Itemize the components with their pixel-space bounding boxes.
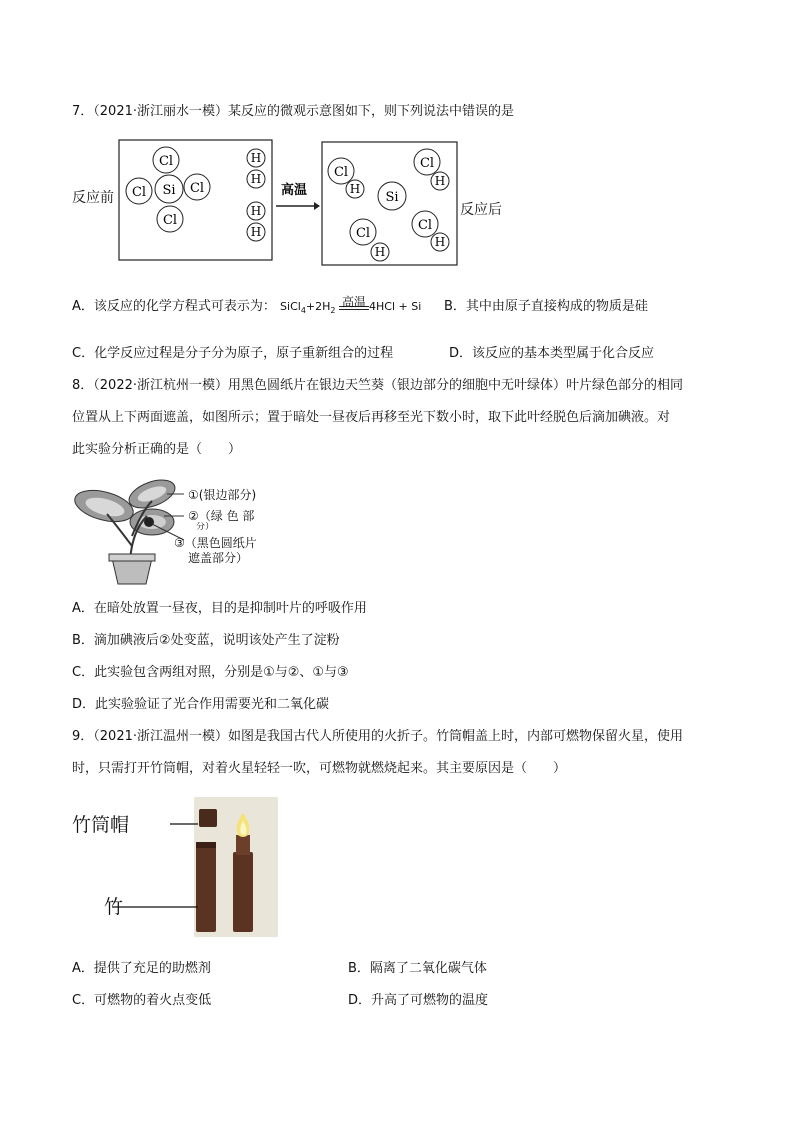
- q8-option-c: C．此实验包含两组对照，分别是①与②、①与③: [72, 665, 349, 680]
- q7-h2-molecules: [247, 149, 265, 241]
- q9-right-tube: [233, 852, 253, 932]
- q7-sicl4-molecule: [126, 147, 210, 232]
- q9-stem-line-1: 9．（2021·浙江温州一模）如图是我国古代人所使用的火折子。竹筒帽盖上时，内部可燃物保留火星，使用: [72, 729, 683, 744]
- q7-option-b: B．其中由原子直接构成的物质是硅: [444, 299, 648, 314]
- q7-arrow-label: 高温: [280, 183, 308, 198]
- q9-label-cap: 竹筒帽: [72, 814, 130, 836]
- q7-atom-cl: Cl: [417, 218, 433, 233]
- q7-label-before: 反应前: [72, 190, 114, 206]
- q8-option-d: D．此实验验证了光合作用需要光和二氧化碳: [72, 697, 330, 712]
- q7-atom-si: Si: [162, 183, 176, 198]
- q7-atom-cl: Cl: [131, 185, 147, 200]
- q7-atom-h: H: [250, 225, 262, 239]
- q8-pot-rim: [109, 554, 155, 561]
- q7-eq-right: 4HCl + Si: [369, 300, 422, 313]
- q7-option-d: D．该反应的基本类型属于化合反应: [449, 346, 655, 361]
- q8-label-1: ①(银边部分): [188, 488, 257, 502]
- q7-atom-si: Si: [385, 190, 399, 205]
- q9-option-d: D．升高了可燃物的温度: [348, 993, 489, 1008]
- q9-left-tube-top: [196, 842, 216, 848]
- q7-atom-cl: Cl: [158, 154, 174, 169]
- q8-stem-line-2: 位置从上下两面遮盖，如图所示；置于暗处一昼夜后再移至光下数小时，取下此叶经脱色后滴加碘液。对: [72, 410, 671, 425]
- q7-option-a-prefix: A．该反应的化学方程式可表示为：: [72, 299, 276, 314]
- q7-equation: [280, 295, 422, 316]
- q7-eq-condition: [339, 295, 369, 310]
- q9-right-tube-neck: [236, 835, 250, 855]
- q7-option-c: C．化学反应过程是分子分为原子，原子重新组合的过程: [72, 346, 394, 361]
- q7-atom-cl: Cl: [162, 213, 178, 228]
- q7-atom-h: H: [250, 172, 262, 186]
- q7-atom-cl: Cl: [333, 165, 349, 180]
- q9-option-a: A．提供了充足的助燃剂: [72, 961, 211, 976]
- q7-eq-sicl: SiCl: [280, 300, 301, 313]
- q7-option-a: [72, 295, 422, 319]
- q7-atom-h: H: [250, 151, 262, 165]
- q7-atom-cl: Cl: [189, 181, 205, 196]
- q9-left-tube: [196, 842, 216, 932]
- q8-stem-line-3: 此实验分析正确的是（ ）: [72, 442, 242, 457]
- q7-atom-h: H: [434, 174, 446, 188]
- q8-label-2a: ②（绿 色 部: [188, 509, 255, 523]
- q8-label-3a: ③（黑色圆纸片: [174, 536, 257, 550]
- q7-reaction-diagram: [118, 138, 463, 268]
- q7-atom-cl: Cl: [355, 226, 371, 241]
- q7-eq-plus-h: +2H: [305, 300, 331, 313]
- q9-cap: [199, 809, 217, 827]
- q8-label-3b: 遮盖部分）: [188, 551, 249, 565]
- q8-stem-line-1: 8．（2022·浙江杭州一模）用黑色圆纸片在银边天竺葵（银边部分的细胞中无叶绿体）叶片绿色部分的相同: [72, 378, 683, 393]
- q9-option-c: C．可燃物的着火点变低: [72, 993, 212, 1008]
- q8-option-a: A．在暗处放置一昼夜，目的是抑制叶片的呼吸作用: [72, 601, 367, 616]
- q7-label-after: 反应后: [460, 202, 502, 218]
- q7-eq-cond-label: 高温: [342, 295, 367, 309]
- q7-atom-h: H: [374, 245, 386, 259]
- q8-label-2b: 分）: [196, 522, 215, 530]
- q7-atom-h: H: [434, 235, 446, 249]
- q7-atom-h: H: [349, 182, 361, 196]
- q7-products: [328, 149, 449, 261]
- q8-pot: [112, 558, 152, 584]
- q9-option-b: B．隔离了二氧化碳气体: [348, 961, 487, 976]
- q9-stem-line-2: 时，只需打开竹筒帽，对着火星轻轻一吹，可燃物就燃烧起来。其主要原因是（ ）: [72, 761, 567, 776]
- q7-eq-sub4: 4: [300, 306, 306, 316]
- q8-option-b: B．滴加碘液后②处变蓝，说明该处产生了淀粉: [72, 633, 340, 648]
- q7-atom-h: H: [250, 204, 262, 218]
- q7-arrow-head: [314, 202, 320, 210]
- q7-atom-cl: Cl: [419, 156, 435, 171]
- q7-stem: 7．（2021·浙江丽水一模）某反应的微观示意图如下，则下列说法中错误的是: [72, 104, 514, 119]
- q9-label-bamboo: 竹: [104, 896, 124, 918]
- q7-eq-sub2: 2: [330, 306, 336, 316]
